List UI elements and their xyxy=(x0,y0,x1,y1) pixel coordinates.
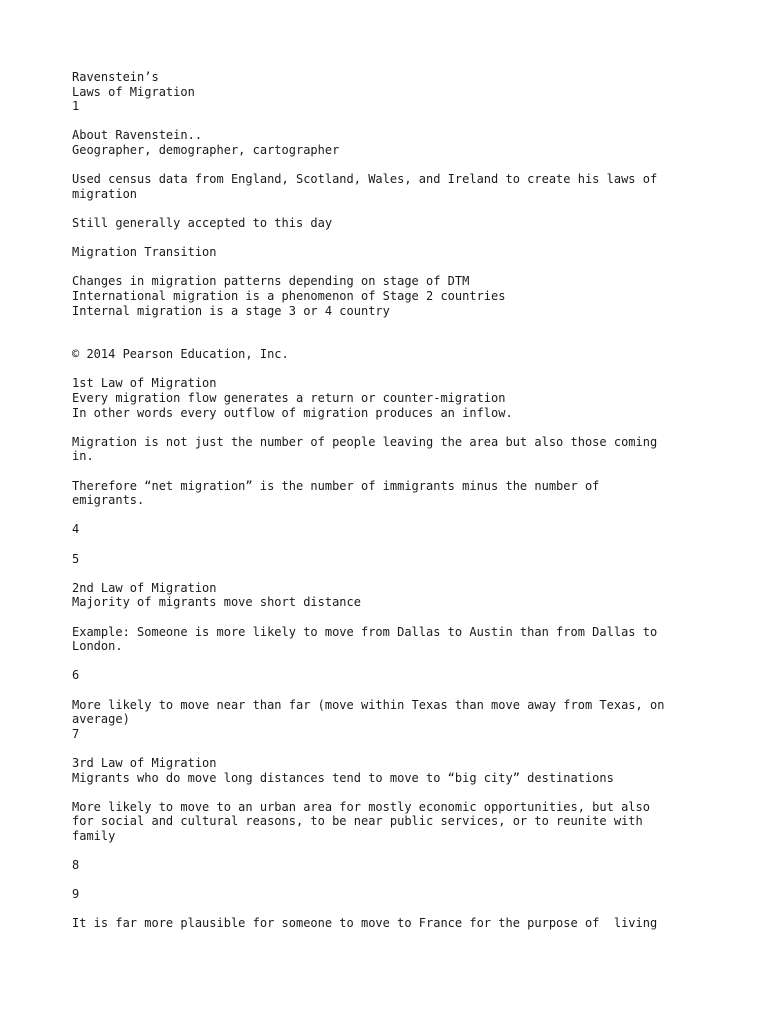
text-line: London. xyxy=(72,639,123,654)
spacer xyxy=(72,873,712,888)
text-line: International migration is a phenomenon of Stage 2 countries xyxy=(72,288,506,303)
spacer xyxy=(72,537,712,552)
spacer xyxy=(72,231,712,246)
section-heading: 3rd Law of Migration xyxy=(72,755,217,770)
spacer xyxy=(72,420,712,435)
section-heading: About Ravenstein.. xyxy=(72,128,203,143)
spacer xyxy=(72,114,712,129)
text-line: It is far more plausible for someone to move to France for the purpose of living xyxy=(72,916,658,931)
spacer xyxy=(72,318,712,347)
slide-number: 5 xyxy=(72,551,80,566)
text-line: Still generally accepted to this day xyxy=(72,215,333,230)
doc-title-line-2: Laws of Migration xyxy=(72,84,195,99)
spacer xyxy=(72,464,712,479)
text-line: Example: Someone is more likely to move from Dallas to Austin than from Dallas to xyxy=(72,624,658,639)
text-line: More likely to move to an urban area for mostly economic opportunities, but also xyxy=(72,799,650,814)
text-line: Used census data from England, Scotland, Wales, and Ireland to create his laws of xyxy=(72,172,658,187)
text-line: Every migration flow generates a return or counter-migration xyxy=(72,391,506,406)
spacer xyxy=(72,785,712,800)
section-heading: 1st Law of Migration xyxy=(72,376,217,391)
spacer xyxy=(72,843,712,858)
slide-number: 9 xyxy=(72,887,80,902)
slide-number: 8 xyxy=(72,858,80,873)
copyright-line: © 2014 Pearson Education, Inc. xyxy=(72,347,289,362)
text-line: Migration is not just the number of people leaving the area but also those coming xyxy=(72,434,658,449)
text-line: More likely to move near than far (move within Texas than move away from Texas, on xyxy=(72,697,665,712)
spacer xyxy=(72,158,712,173)
doc-title-line-1: Ravenstein’s xyxy=(72,70,159,84)
spacer xyxy=(72,654,712,669)
text-line: In other words every outflow of migration produces an inflow. xyxy=(72,405,513,420)
text-line: Migrants who do move long distances tend to move to “big city” destinations xyxy=(72,770,614,785)
spacer xyxy=(72,566,712,581)
spacer xyxy=(72,201,712,216)
spacer xyxy=(72,683,712,698)
section-heading: 2nd Law of Migration xyxy=(72,580,217,595)
slide-number: 4 xyxy=(72,522,80,537)
spacer xyxy=(72,741,712,756)
text-line: Therefore “net migration” is the number of immigrants minus the number of xyxy=(72,478,600,493)
spacer xyxy=(72,610,712,625)
text-line: Majority of migrants move short distance xyxy=(72,595,361,610)
spacer xyxy=(72,260,712,275)
slide-number: 7 xyxy=(72,726,80,741)
text-line: Geographer, demographer, cartographer xyxy=(72,142,340,157)
text-line: average) xyxy=(72,712,130,727)
spacer xyxy=(72,362,712,377)
text-line: emigrants. xyxy=(72,493,145,508)
spacer xyxy=(72,902,712,917)
section-heading: Migration Transition xyxy=(72,245,217,260)
spacer xyxy=(72,508,712,523)
text-line: for social and cultural reasons, to be near public services, or to reunite with xyxy=(72,814,643,829)
text-line: in. xyxy=(72,449,94,464)
text-line: Internal migration is a stage 3 or 4 country xyxy=(72,303,390,318)
text-line: family xyxy=(72,828,116,843)
slide-number: 6 xyxy=(72,668,80,683)
text-line: Changes in migration patterns depending on stage of DTM xyxy=(72,274,470,289)
slide-number: 1 xyxy=(72,99,80,114)
document-page xyxy=(72,70,712,931)
text-line: migration xyxy=(72,186,138,201)
